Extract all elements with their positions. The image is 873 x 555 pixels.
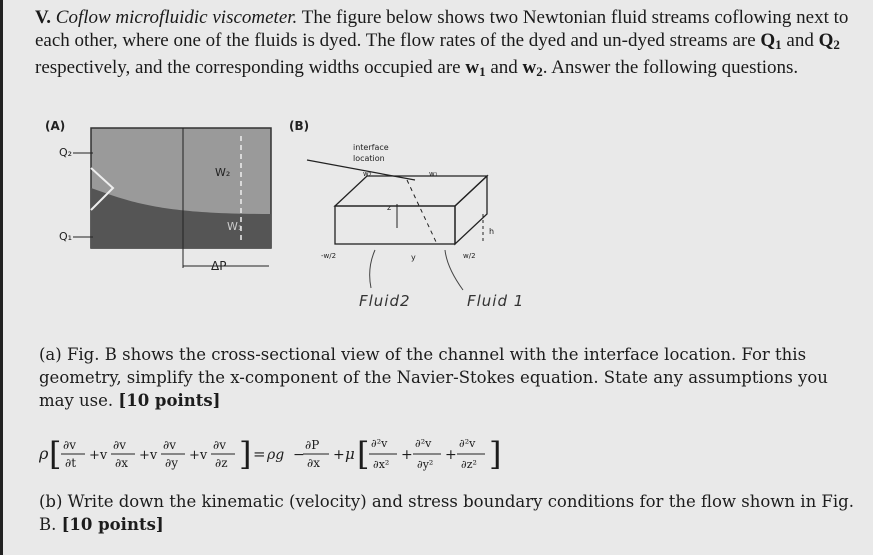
svg-text:∂v: ∂v [213,438,226,452]
svg-text:+v: +v [89,448,108,463]
svg-text:∂z: ∂z [215,456,228,470]
interface-label-1: interface [353,143,389,152]
q2-label: Q₂ [59,146,73,159]
svg-text:∂²v: ∂²v [371,437,388,450]
question-title: Coflow microfluidic viscometer. [55,7,298,28]
interface-label-2: location [353,154,385,163]
h-label: h [489,227,495,236]
channel-box-top [335,176,487,206]
svg-text:+v: +v [189,448,208,463]
part-b-points: [10 points] [61,515,164,534]
svg-text:∂v: ∂v [63,438,76,452]
eq-rho: ρ [39,444,49,463]
figure-a [43,118,283,278]
part-a-points: [10 points] [118,391,221,410]
y-label: y [411,253,416,262]
w1-label: W₁ [227,220,243,233]
svg-text:+: + [445,447,457,463]
svg-text:∂y²: ∂y² [417,458,434,471]
eq-equals: = [253,445,266,463]
w1-symbol: $w_1$ [465,57,486,79]
q1-symbol: $Q_1$ [760,30,782,52]
question-text-1: The figure below shows two Newtonian fluid streams coflowing next to each other, where one of the fluids is dyed. The flow rates of the dyed and un-dyed streams are [35,7,849,51]
eq-rho-gx: ρg [267,447,285,463]
eq-dp: ∂P [305,438,320,452]
channel-box-front [335,206,455,244]
figure-a-label: (A) [45,119,66,133]
eq-dx: ∂x [307,456,320,470]
eq-bracket-right: ] [239,435,252,473]
channel-box-side [455,176,487,244]
w2-label-b: w₂ [363,170,372,178]
fluid1-pointer [445,250,463,290]
fluid2-pointer [370,250,375,288]
figure-b-label: (B) [289,119,310,133]
w2-label: W₂ [215,166,231,179]
flow-arrow-long [307,160,415,180]
eq-bracket-left: [ [49,435,62,473]
w2-symbol: $w_2$ [522,57,543,79]
svg-text:+: + [333,447,345,463]
svg-text:∂x²: ∂x² [373,458,390,471]
svg-text:∂y: ∂y [165,456,178,470]
svg-text:+: + [401,447,413,463]
svg-text:∂v: ∂v [163,438,176,452]
interface-dashed [407,180,437,244]
svg-text:∂²v: ∂²v [459,437,476,450]
svg-text:−: − [293,447,305,463]
svg-text:∂²v: ∂²v [415,437,432,450]
fluid2-handwritten: Fluid2 [359,292,411,310]
eq-mu: μ [345,445,355,463]
svg-text:∂z²: ∂z² [461,458,477,471]
z-label: z [387,203,392,212]
part-a-text: (a) Fig. B shows the cross-sectional view of the channel with the interface location. For this geometry, simplify the x-component of the Navier-Stokes equation. State any assumptions you may use. [10 points] [39,345,828,410]
part-b-text: (b) Write down the kinematic (velocity) and stress boundary conditions for the flow shown in Fig. B. [10 points] [39,492,854,534]
svg-text:+v: +v [139,448,158,463]
figure-b [287,118,527,318]
neg-w2-label: -w/2 [321,252,337,260]
question-number: V. [35,7,52,28]
svg-text:∂x: ∂x [115,456,128,470]
dp-label: ΔP [211,259,227,273]
question-text-2: respectively, and the corresponding widths occupied are [35,57,466,78]
svg-text:[: [ [357,435,370,473]
fluid1-handwritten: Fluid 1 [467,292,525,310]
pos-w2-label: w/2 [463,252,476,260]
q1-label: Q₁ [59,230,73,243]
question-header: V. Coflow microfluidic viscometer. The figure below shows two Newtonian fluid streams coflowing next to each other, where one of the fluids is dyed. The flow rates of the dyed and un-dyed streams are $Q_1$ and $Q_2$ respectively, and the corresponding widths occupied are $w_1$ and $w_2$. Answer the following questions. [35,7,849,79]
svg-text:∂v: ∂v [113,438,126,452]
svg-text:∂t: ∂t [65,456,77,470]
question-text-3: . Answer the following questions. [542,57,799,78]
svg-text:]: ] [489,435,502,473]
q2-symbol: $Q_2$ [818,30,840,52]
w1-label-b: w₁ [429,170,438,178]
navier-stokes-equation [39,425,519,481]
